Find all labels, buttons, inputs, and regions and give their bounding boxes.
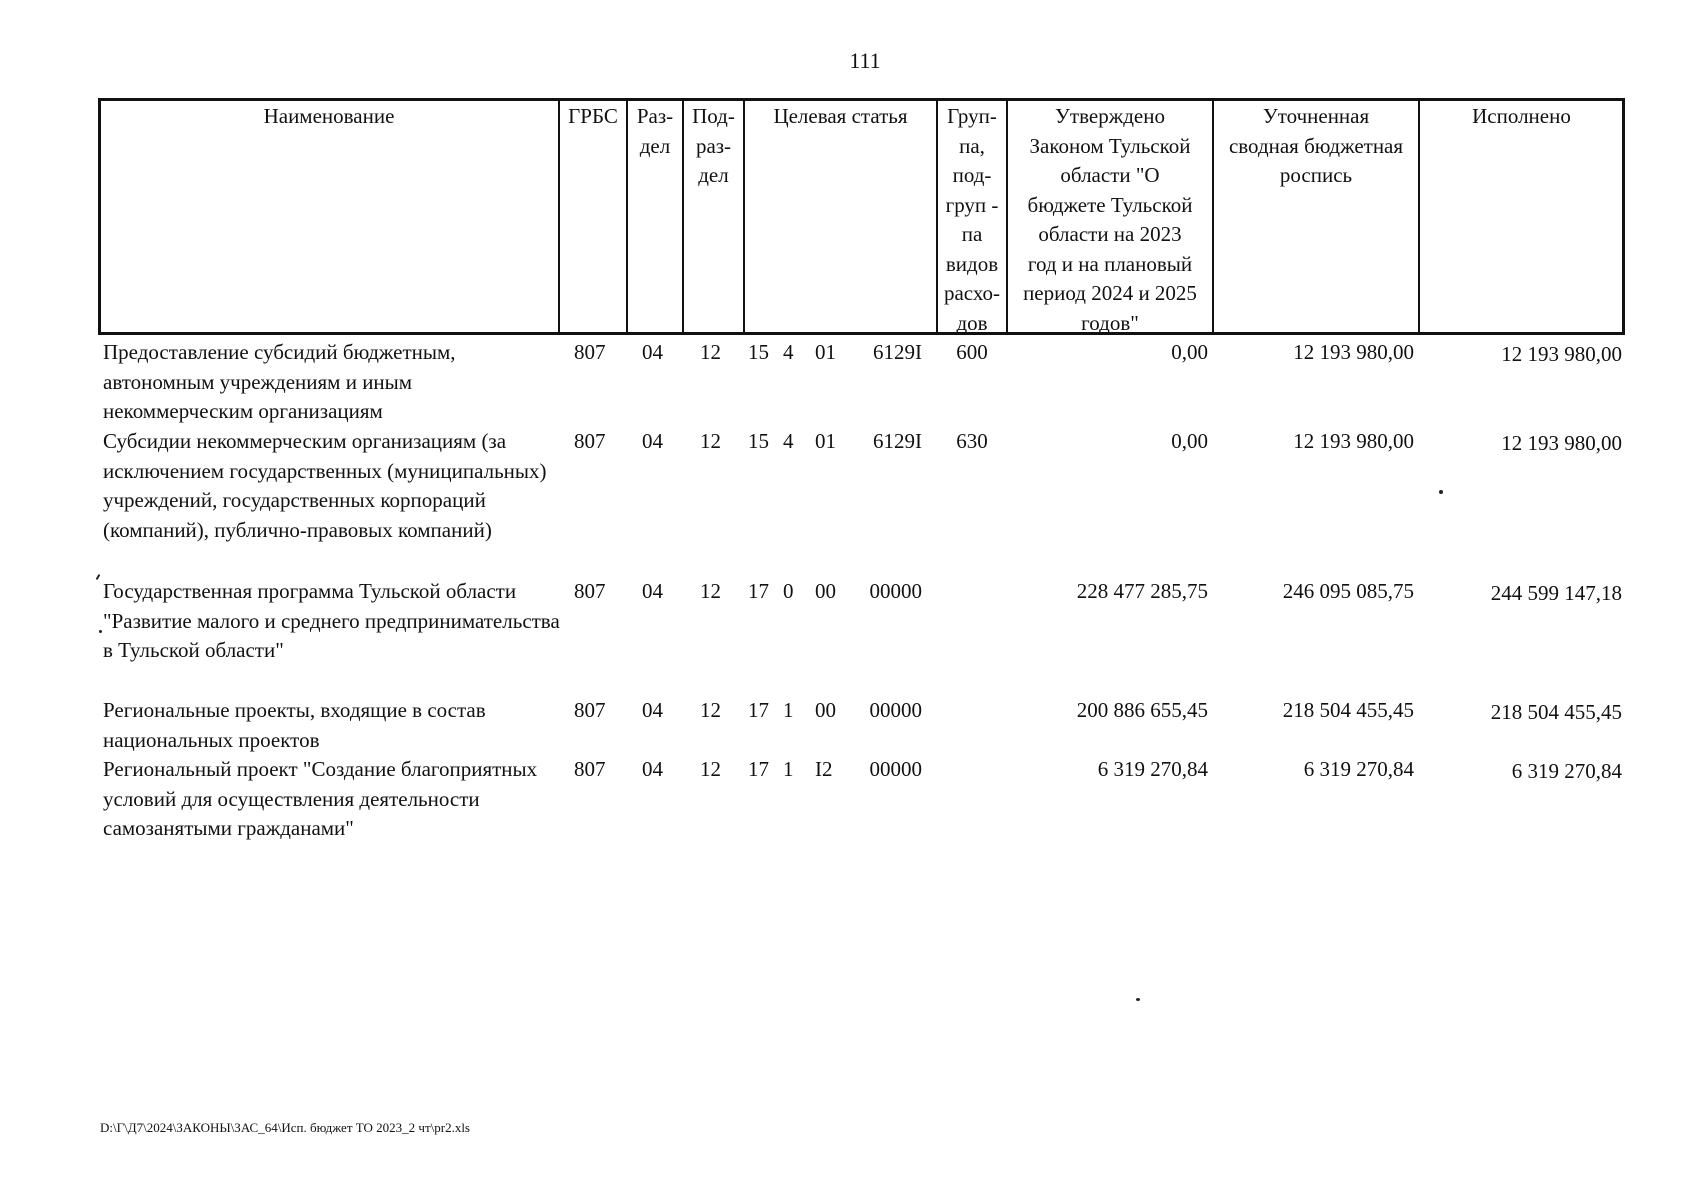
column-divider <box>1418 98 1420 335</box>
row-approved: 0,00 <box>1171 340 1208 364</box>
row-grbs: 807 <box>574 698 606 722</box>
row-target-event: 01 <box>815 340 836 364</box>
row-approved: 6 319 270,84 <box>1097 757 1208 781</box>
row-razdel: 04 <box>642 579 663 603</box>
file-path-footer: D:\Г\Д7\2024\ЗАКОНЫ\ЗАС_64\Исп. бюджет ТО 2023_2 чт\pr2.xls <box>100 1120 470 1135</box>
row-approved: 0,00 <box>1171 429 1208 453</box>
scan-speck <box>1439 490 1443 494</box>
row-target-subprogram: 1 <box>783 698 794 722</box>
row-approved: 200 886 655,45 <box>1076 698 1208 722</box>
row-razdel: 04 <box>642 698 663 722</box>
scan-speck <box>96 574 101 580</box>
row-executed: 6 319 270,84 <box>1511 759 1622 783</box>
scan-speck <box>99 630 102 633</box>
row-target-direction: 6129I <box>873 340 922 364</box>
row-name: Предоставление субсидий бюджетным, автономным учреждениям и иным некоммерческим организациям <box>103 340 456 423</box>
row-approved: 228 477 285,75 <box>1076 579 1208 603</box>
row-target-direction: 6129I <box>873 429 922 453</box>
row-podrazdel: 12 <box>700 340 721 364</box>
row-target-subprogram: 1 <box>783 757 794 781</box>
row-target-event: 00 <box>815 698 836 722</box>
header-refined: Уточненная сводная бюджетная роспись <box>1228 104 1404 187</box>
row-target-event: I2 <box>815 757 833 781</box>
header-approved: Утверждено Законом Тульской области "О бюджете Тульской области на 2023 год и на плановый период 2024 и 2025 годов" <box>1023 104 1197 335</box>
row-podrazdel: 12 <box>700 698 721 722</box>
header-podrazdel: Под- раз- дел <box>692 104 735 187</box>
row-name: Региональный проект "Создание благоприятных условий для осуществления деятельности самозанятыми гражданами" <box>103 757 538 840</box>
header-target: Целевая статья <box>773 104 908 128</box>
scan-speck <box>1136 998 1140 1001</box>
row-executed: 244 599 147,18 <box>1490 581 1622 605</box>
row-name: Региональные проекты, входящие в состав национальных проектов <box>103 698 486 752</box>
row-refined: 246 095 085,75 <box>1282 579 1414 603</box>
row-target-direction: 00000 <box>869 579 922 603</box>
row-executed: 218 504 455,45 <box>1490 700 1622 724</box>
header-name: Наименование <box>263 104 395 128</box>
row-target-program: 17 <box>748 698 769 722</box>
row-target-program: 15 <box>748 429 769 453</box>
row-group: 600 <box>956 340 988 364</box>
row-target-program: 15 <box>748 340 769 364</box>
row-razdel: 04 <box>642 429 663 453</box>
row-grbs: 807 <box>574 340 606 364</box>
row-refined: 12 193 980,00 <box>1293 340 1414 364</box>
row-target-program: 17 <box>748 757 769 781</box>
row-target-subprogram: 4 <box>783 340 794 364</box>
header-razdel: Раз- дел <box>636 104 674 158</box>
row-target-direction: 00000 <box>869 757 922 781</box>
row-target-direction: 00000 <box>869 698 922 722</box>
row-executed: 12 193 980,00 <box>1501 431 1622 455</box>
page-number: 111 <box>849 48 881 73</box>
column-divider <box>558 98 560 335</box>
row-group: 630 <box>956 429 988 453</box>
row-podrazdel: 12 <box>700 757 721 781</box>
row-name: Государственная программа Тульской области "Развитие малого и среднего предпринимательства в Тульской области" <box>103 579 560 662</box>
row-razdel: 04 <box>642 340 663 364</box>
row-target-subprogram: 0 <box>783 579 794 603</box>
row-target-event: 01 <box>815 429 836 453</box>
header-executed: Исполнено <box>1472 104 1571 128</box>
row-name: Субсидии некоммерческим организациям (за исключением государственных (муниципальных) учреждений, государственных корпораций (компаний), публично-правовых компаний) <box>103 429 547 542</box>
row-target-program: 17 <box>748 579 769 603</box>
row-grbs: 807 <box>574 579 606 603</box>
row-executed: 12 193 980,00 <box>1501 342 1622 366</box>
row-podrazdel: 12 <box>700 579 721 603</box>
row-grbs: 807 <box>574 757 606 781</box>
row-refined: 6 319 270,84 <box>1303 757 1414 781</box>
row-refined: 218 504 455,45 <box>1282 698 1414 722</box>
row-podrazdel: 12 <box>700 429 721 453</box>
row-target-subprogram: 4 <box>783 429 794 453</box>
row-grbs: 807 <box>574 429 606 453</box>
column-divider <box>743 98 745 335</box>
row-refined: 12 193 980,00 <box>1293 429 1414 453</box>
header-grbs: ГРБС <box>568 104 618 128</box>
row-razdel: 04 <box>642 757 663 781</box>
header-group: Груп- па, под- груп - па видов расхо- дов <box>943 104 1001 335</box>
row-target-event: 00 <box>815 579 836 603</box>
